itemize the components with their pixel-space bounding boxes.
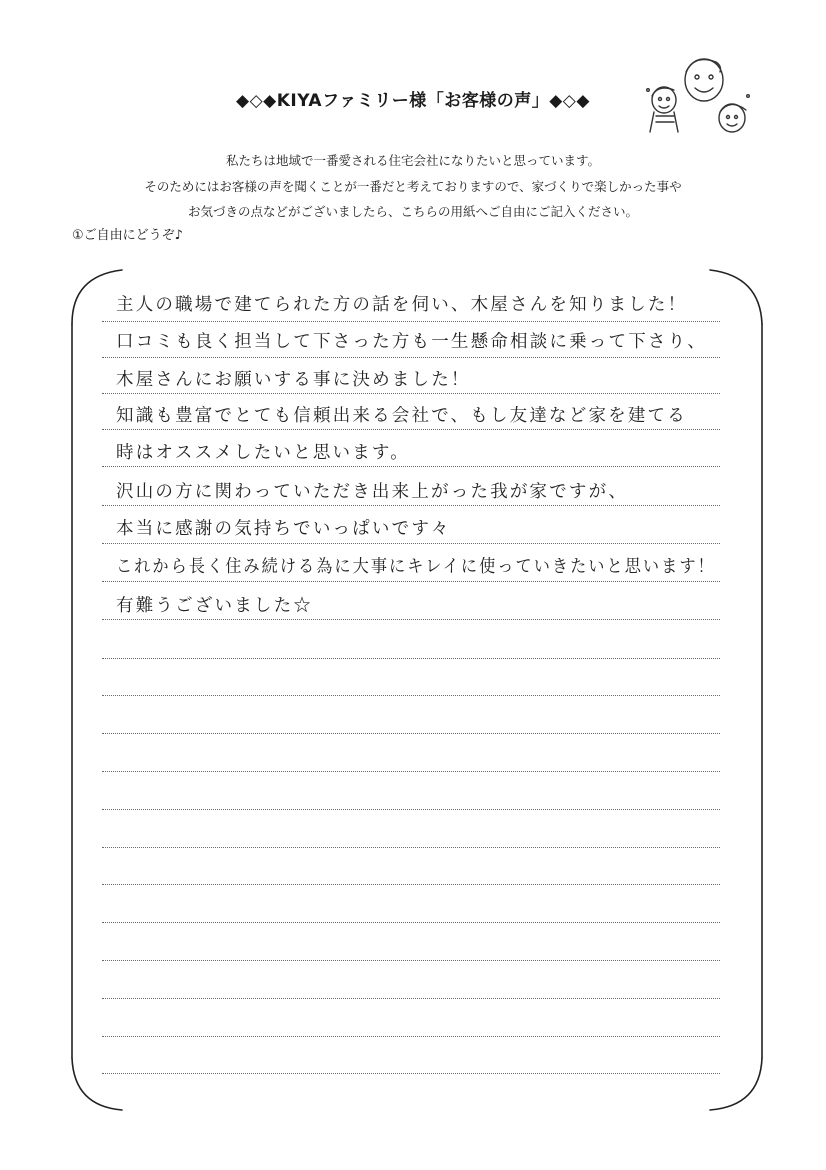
- handwritten-line-6: 沢山の方に関わっていただき出来上がった我が家ですが、: [116, 482, 629, 502]
- prompt-label: ①ご自由にどうぞ♪: [72, 228, 183, 243]
- handwritten-line-9: 有難うございました☆: [116, 596, 313, 616]
- handwritten-line-2: 口コミも良く担当して下さった方も一生懸命相談に乗って下さり、: [116, 332, 707, 352]
- ruled-line: [102, 357, 720, 358]
- ruled-line: [102, 466, 720, 467]
- ruled-line: [102, 1036, 720, 1037]
- ruled-line: [102, 922, 720, 923]
- ruled-line: [102, 733, 720, 734]
- ruled-line: [102, 809, 720, 810]
- ruled-line: [102, 658, 720, 659]
- ruled-line: [102, 581, 720, 582]
- ruled-line: [102, 1073, 720, 1074]
- intro-line-3: お気づきの点などがございましたら、こちらの用紙へご自由にご記入ください。: [187, 204, 638, 219]
- ruled-line: [102, 505, 720, 506]
- handwritten-line-8: これから長く住み続ける為に大事にキレイに使っていきたいと思います！: [116, 557, 716, 577]
- handwritten-line-5: 時はオススメしたいと思います。: [116, 443, 410, 463]
- ruled-line: [102, 429, 720, 430]
- page-title: ◆◇◆KIYAファミリー様「お客様の声」◆◇◆: [236, 91, 590, 111]
- writing-frame: [70, 268, 770, 1114]
- handwritten-line-1: 主人の職場で建てられた方の話を伺い、木屋さんを知りました！: [116, 295, 688, 315]
- intro-line-2: そのためにはお客様の声を聞くことが一番だと考えておりますので、家づくりで楽しかった事や: [144, 179, 682, 194]
- ruled-line: [102, 847, 720, 848]
- ruled-line: [102, 321, 720, 322]
- ruled-line: [102, 543, 720, 544]
- handwritten-line-7: 本当に感謝の気持ちでいっぱいです々: [116, 519, 451, 539]
- ruled-line: [102, 771, 720, 772]
- ruled-line: [102, 619, 720, 620]
- ruled-line: [102, 393, 720, 394]
- intro-line-1: 私たちは地域で一番愛される住宅会社になりたいと思っています。: [225, 153, 600, 168]
- ruled-line: [102, 960, 720, 961]
- family-illustration: [640, 52, 760, 142]
- ruled-line: [102, 695, 720, 696]
- ruled-line: [102, 998, 720, 999]
- ruled-line: [102, 884, 720, 885]
- handwritten-line-3: 木屋さんにお願いする事に決めました！: [116, 370, 471, 390]
- handwritten-line-4: 知識も豊富でとても信頼出来る会社で、もし友達など家を建てる: [116, 406, 687, 426]
